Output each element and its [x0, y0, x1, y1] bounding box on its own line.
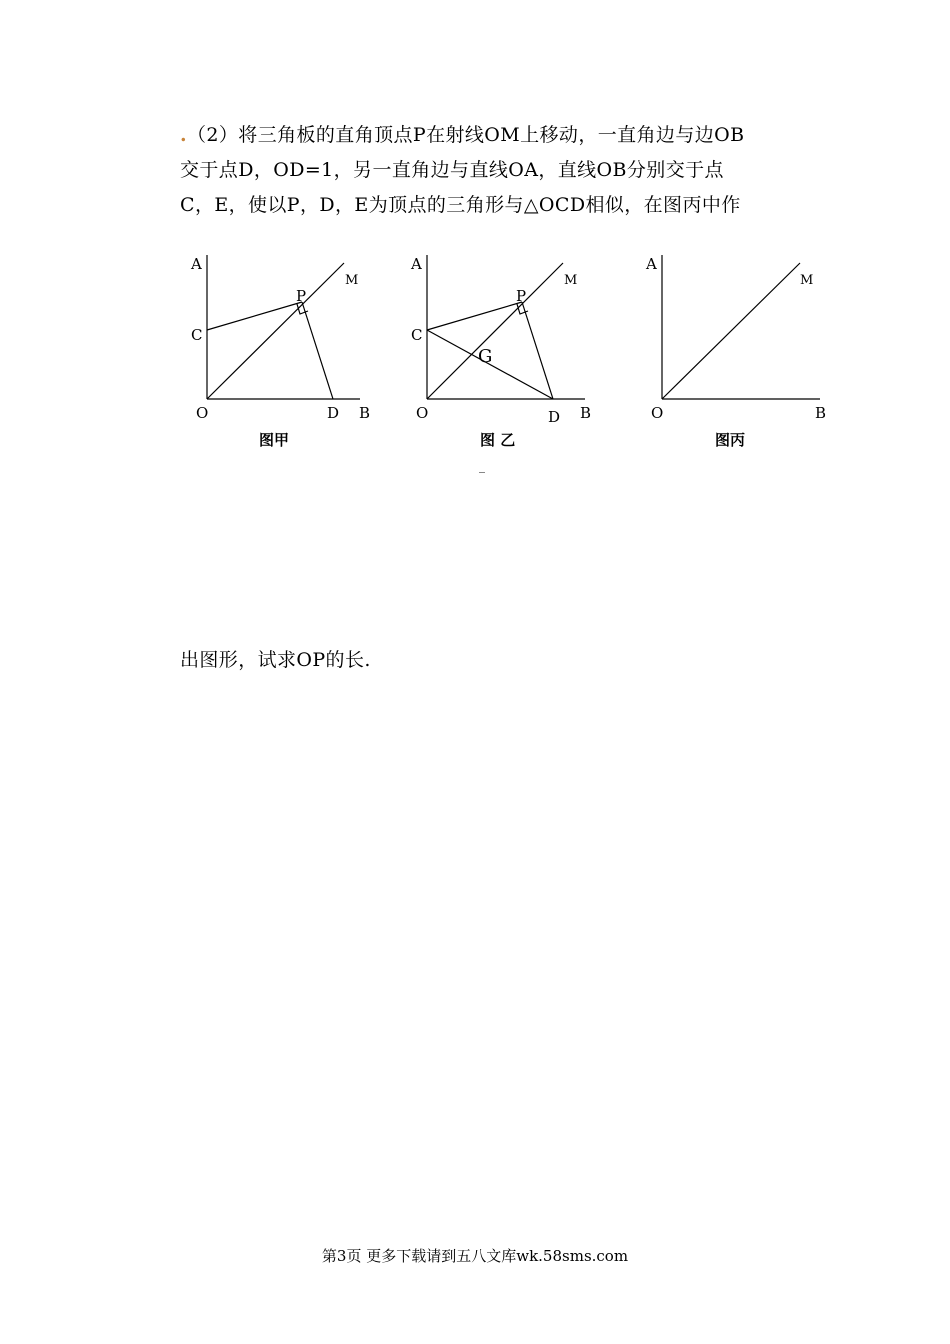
yi-label-D: D [548, 408, 561, 426]
yi-label-P: P [516, 287, 527, 305]
yi-label-M: M [564, 273, 578, 288]
yi-label-C: C [411, 326, 423, 344]
jia-label-B: B [359, 404, 371, 422]
jia-label-P: P [296, 287, 307, 305]
problem-line-1: .（2）将三角板的直角顶点P在射线OM上移动，一直角边与边OB [180, 124, 745, 146]
jia-label-O: O [196, 404, 209, 422]
jia-label-C: C [191, 326, 203, 344]
yi-label-B: B [580, 404, 592, 422]
lead-dot: . [180, 124, 188, 146]
problem-continuation: 出图形，试求OP的长. [180, 649, 371, 671]
yi-label-A: A [411, 255, 422, 273]
bing-label-M: M [800, 273, 814, 288]
bing-label-A: A [646, 255, 657, 273]
problem-line-2: 交于点D，OD=1，另一直角边与直线OA，直线OB分别交于点 [180, 159, 724, 181]
bing-label-O: O [651, 404, 664, 422]
figure-jia-lines [207, 255, 360, 399]
jia-label-M: M [345, 273, 359, 288]
figure-yi-lines [427, 255, 585, 399]
jia-label-A: A [191, 255, 202, 273]
bing-label-B: B [815, 404, 827, 422]
yi-caption: 图 乙 [480, 431, 516, 449]
problem-line-3: C，E，使以P，D，E为顶点的三角形与△OCD相似，在图丙中作 [180, 194, 741, 216]
geometry-figures [0, 0, 950, 480]
bing-caption: 图丙 [715, 431, 746, 449]
yi-label-O: O [416, 404, 429, 422]
page-footer: 第3页 更多下载请到五八文库wk.58sms.com [321, 1247, 629, 1265]
figure-bing-lines [662, 255, 820, 399]
stray-mark: _ [479, 459, 485, 473]
jia-caption: 图甲 [259, 431, 290, 449]
jia-label-D: D [327, 404, 340, 422]
yi-label-G: G [478, 346, 493, 367]
